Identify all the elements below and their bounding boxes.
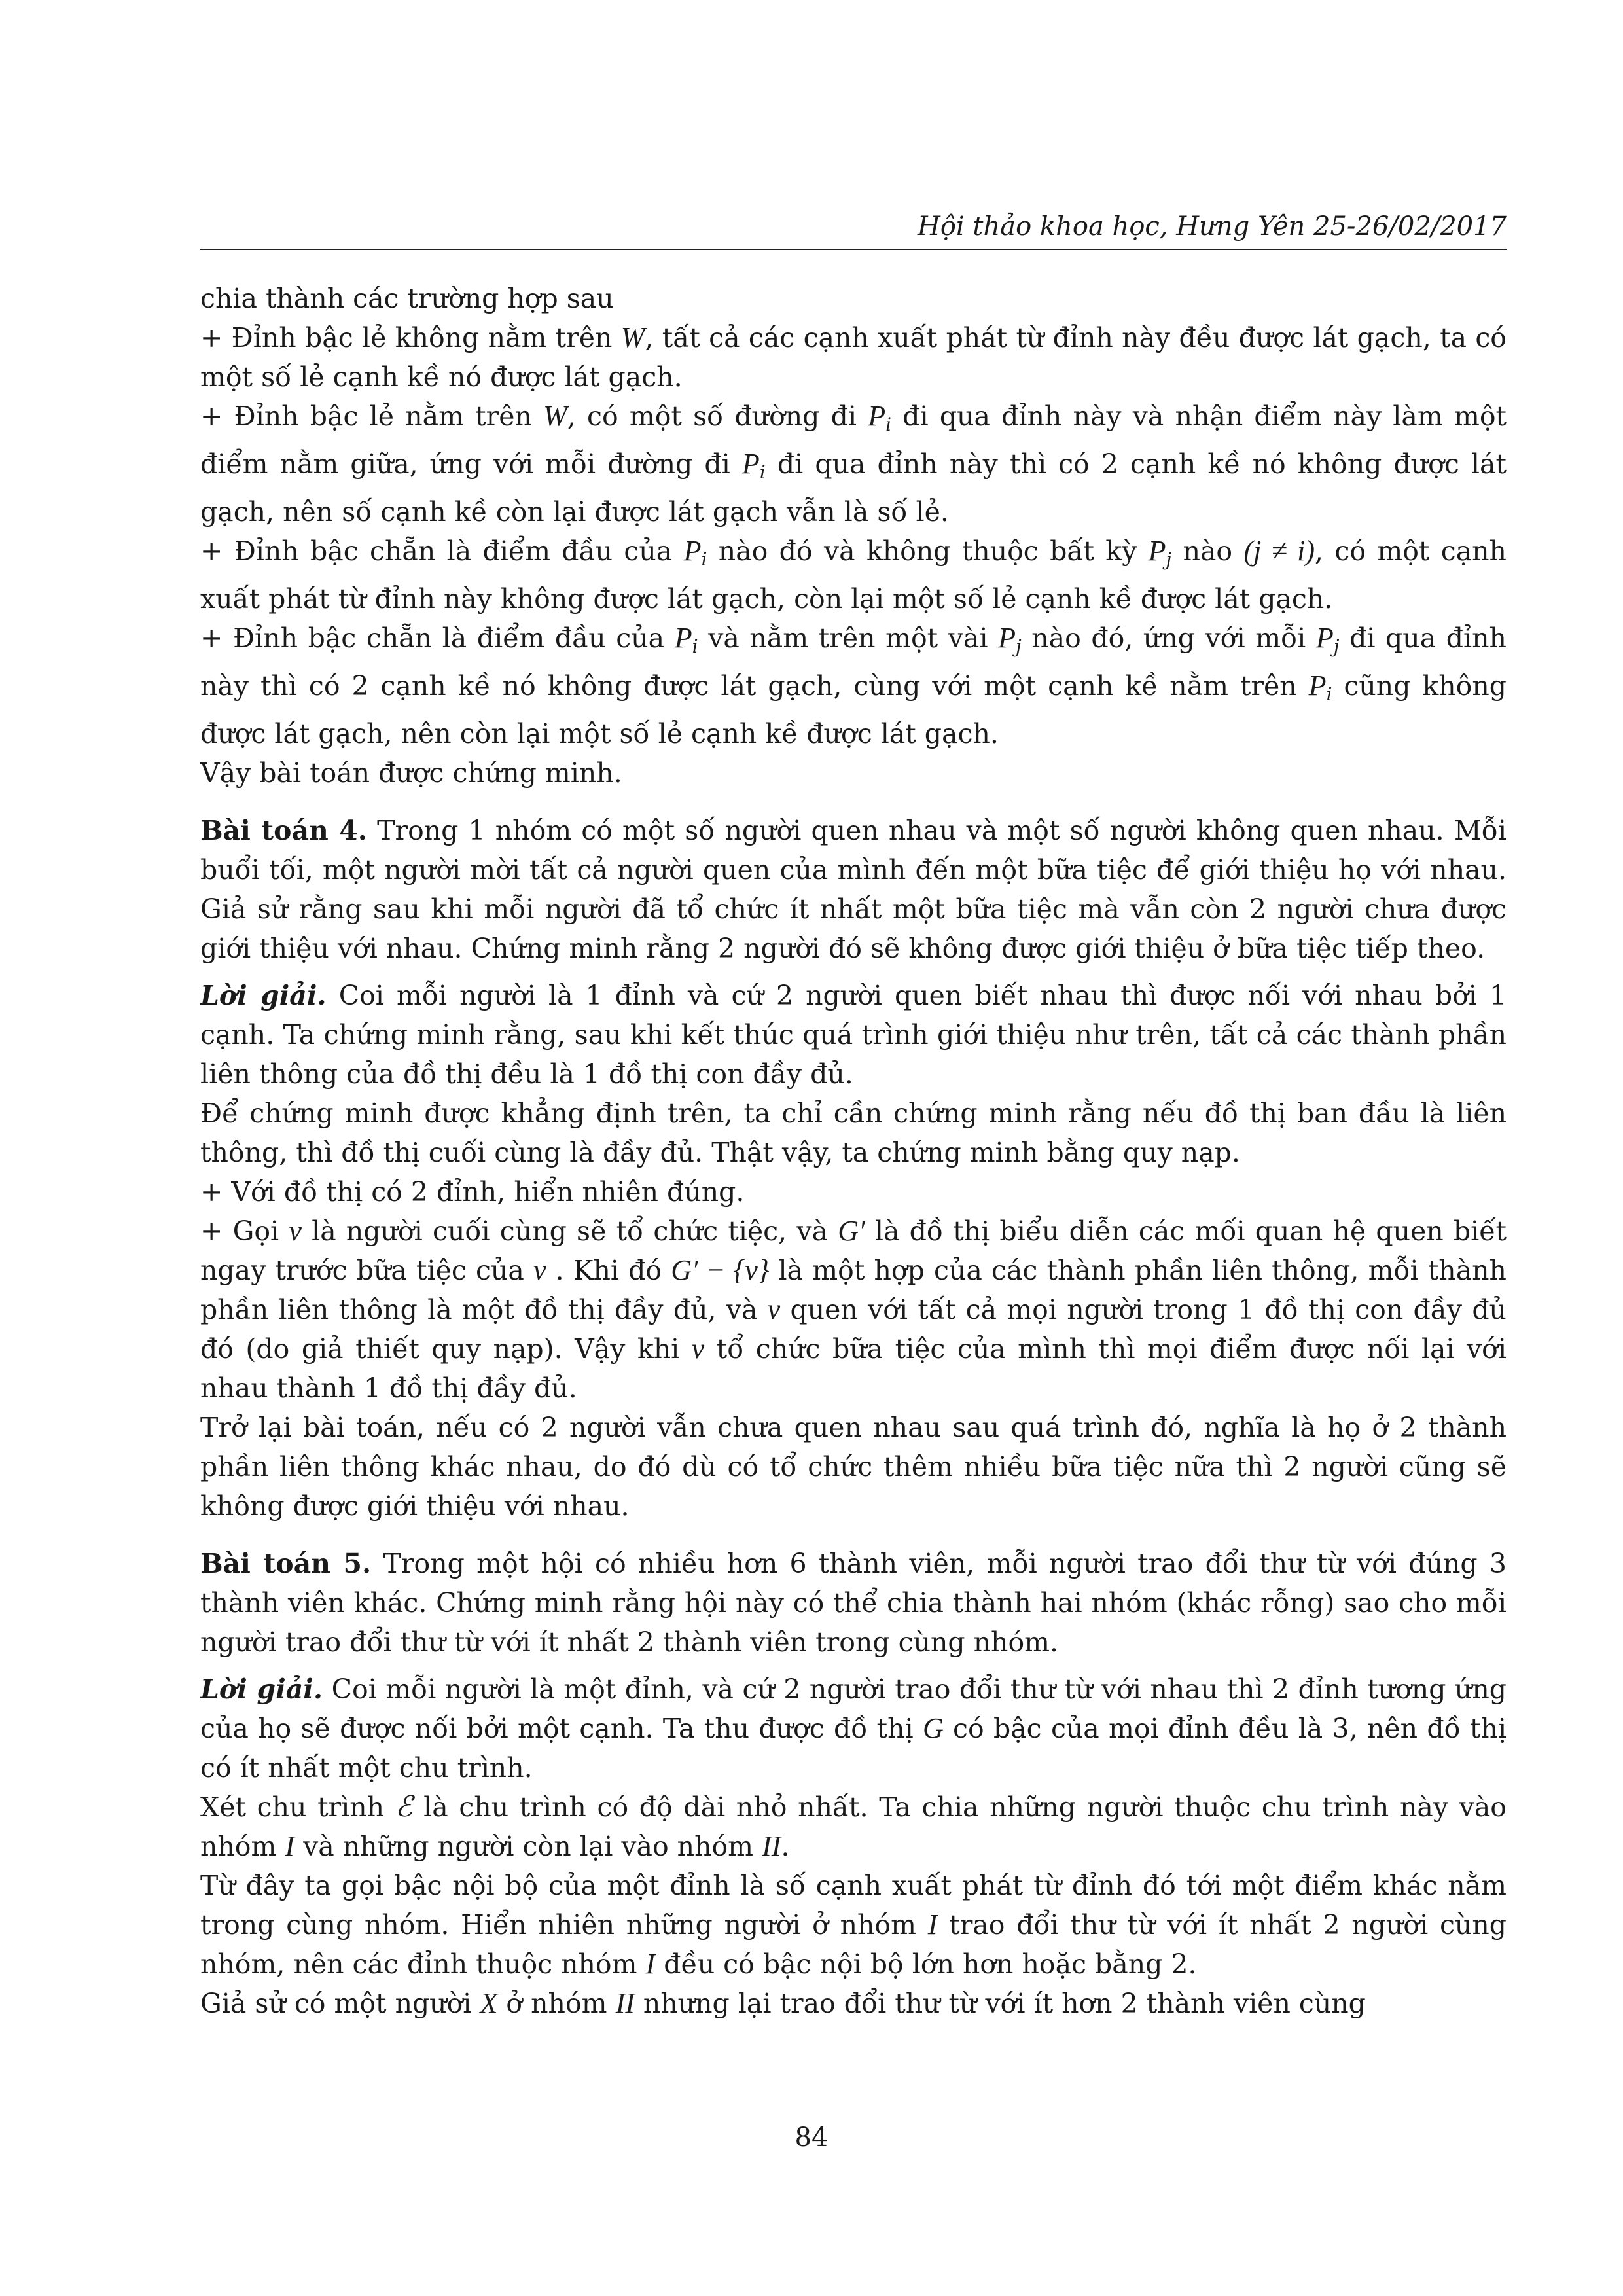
problem-5-solution: Lời giải. Coi mỗi người là một đỉnh, và cứ 2 người trao đổi thư từ với nhau thì 2 đỉnh tương ứng của họ sẽ được nối bởi một cạnh. Ta thu được đồ thị G có bậc của mọi đỉnh đều là 3, nên đồ thị có ít nhất một chu trình. (200, 1674, 1507, 1784)
solution-label: Lời giải. (200, 980, 327, 1011)
page-body (200, 279, 1507, 2023)
paragraph: chia thành các trường hợp sau (200, 283, 614, 314)
paragraph: Để chứng minh được khẳng định trên, ta chỉ cần chứng minh rằng nếu đồ thị ban đầu là liên thông, thì đồ thị cuối cùng là đầy đủ. Thật vậy, ta chứng minh bằng quy nạp. (200, 1098, 1507, 1168)
paragraph: Trở lại bài toán, nếu có 2 người vẫn chưa quen nhau sau quá trình đó, nghĩa là họ ở 2 thành phần liên thông khác nhau, do đó dù có tổ chức thêm nhiều bữa tiệc nữa thì 2 người cũng sẽ không được giới thiệu với nhau. (200, 1412, 1507, 1522)
problem-label: Bài toán 4. (200, 815, 367, 846)
paragraph: Vậy bài toán được chứng minh. (200, 757, 622, 789)
page-number: 84 (794, 2123, 829, 2153)
header-rule (200, 249, 1507, 250)
paragraph: + Đỉnh bậc chẵn là điểm đầu của $P_i$ nào đó và không thuộc bất kỳ $P_j$ nào (j ≠ i), có một cạnh xuất phát từ đỉnh này không được lát gạch, còn lại một số lẻ cạnh kề được lát gạch. (200, 535, 1507, 615)
running-header: Hội thảo khoa học, Hưng Yên 25-26/02/2017 (917, 211, 1507, 242)
paragraph: Giả sử có một người X ở nhóm II nhưng lại trao đổi thư từ với ít hơn 2 thành viên cùng (200, 1987, 1366, 2019)
problem-4-solution: Lời giải. Coi mỗi người là 1 đỉnh và cứ 2 người quen biết nhau thì được nối với nhau bởi 1 cạnh. Ta chứng minh rằng, sau khi kết thúc quá trình giới thiệu như trên, tất cả các thành phần liên thông của đồ thị đều là 1 đồ thị con đầy đủ. (200, 980, 1507, 1090)
solution-label: Lời giải. (200, 1674, 323, 1705)
problem-4-statement: Bài toán 4. Trong 1 nhóm có một số người quen nhau và một số người không quen nhau. Mỗi buổi tối, một người mời tất cả người quen của mình đến một bữa tiệc để giới thiệu họ với nhau. Giả sử rằng sau khi mỗi người đã tổ chức ít nhất một bữa tiệc mà vẫn còn 2 người chưa được giới thiệu với nhau. Chứng minh rằng 2 người đó sẽ không được giới thiệu ở bữa tiệc tiếp theo. (200, 815, 1507, 964)
problem-5-statement: Bài toán 5. Trong một hội có nhiều hơn 6 thành viên, mỗi người trao đổi thư từ với đúng 3 thành viên khác. Chứng minh rằng hội này có thể chia thành hai nhóm (khác rỗng) sao cho mỗi người trao đổi thư từ với ít nhất 2 thành viên trong cùng nhóm. (200, 1548, 1507, 1658)
paragraph: Xét chu trình ℰ là chu trình có độ dài nhỏ nhất. Ta chia những người thuộc chu trình này vào nhóm I và những người còn lại vào nhóm II. (200, 1790, 1507, 1862)
paragraph: + Với đồ thị có 2 đỉnh, hiển nhiên đúng. (200, 1176, 745, 1208)
problem-label: Bài toán 5. (200, 1548, 372, 1579)
paragraph: + Đỉnh bậc lẻ nằm trên W, có một số đường đi $P_i$ đi qua đỉnh này và nhận điểm này làm một điểm nằm giữa, ứng với mỗi đường đi $P_i$ đi qua đỉnh này thì có 2 cạnh kề nó không được lát gạch, nên số cạnh kề còn lại được lát gạch vẫn là số lẻ. (200, 400, 1507, 528)
paragraph: Từ đây ta gọi bậc nội bộ của một đỉnh là số cạnh xuất phát từ đỉnh đó tới một điểm khác nằm trong cùng nhóm. Hiển nhiên những người ở nhóm I trao đổi thư từ với ít nhất 2 người cùng nhóm, nên các đỉnh thuộc nhóm I đều có bậc nội bộ lớn hơn hoặc bằng 2. (200, 1870, 1507, 1980)
paragraph: + Đỉnh bậc chẵn là điểm đầu của $P_i$ và nằm trên một vài $P_j$ nào đó, ứng với mỗi $P_j$ đi qua đỉnh này thì có 2 cạnh kề nó không được lát gạch, cùng với một cạnh kề nằm trên $P_i$ cũng không được lát gạch, nên còn lại một số lẻ cạnh kề được lát gạch. (200, 622, 1507, 749)
paragraph: + Gọi v là người cuối cùng sẽ tổ chức tiệc, và G′ là đồ thị biểu diễn các mối quan hệ quen biết ngay trước bữa tiệc của v . Khi đó G′ − {v} là một hợp của các thành phần liên thông, mỗi thành phần liên thông là một đồ thị đầy đủ, và v quen với tất cả mọi người trong 1 đồ thị con đầy đủ đó (do giả thiết quy nạp). Vậy khi v tổ chức bữa tiệc của mình thì mọi điểm được nối lại với nhau thành 1 đồ thị đầy đủ. (200, 1215, 1507, 1404)
paragraph: + Đỉnh bậc lẻ không nằm trên W, tất cả các cạnh xuất phát từ đỉnh này đều được lát gạch, ta có một số lẻ cạnh kề nó được lát gạch. (200, 321, 1507, 393)
